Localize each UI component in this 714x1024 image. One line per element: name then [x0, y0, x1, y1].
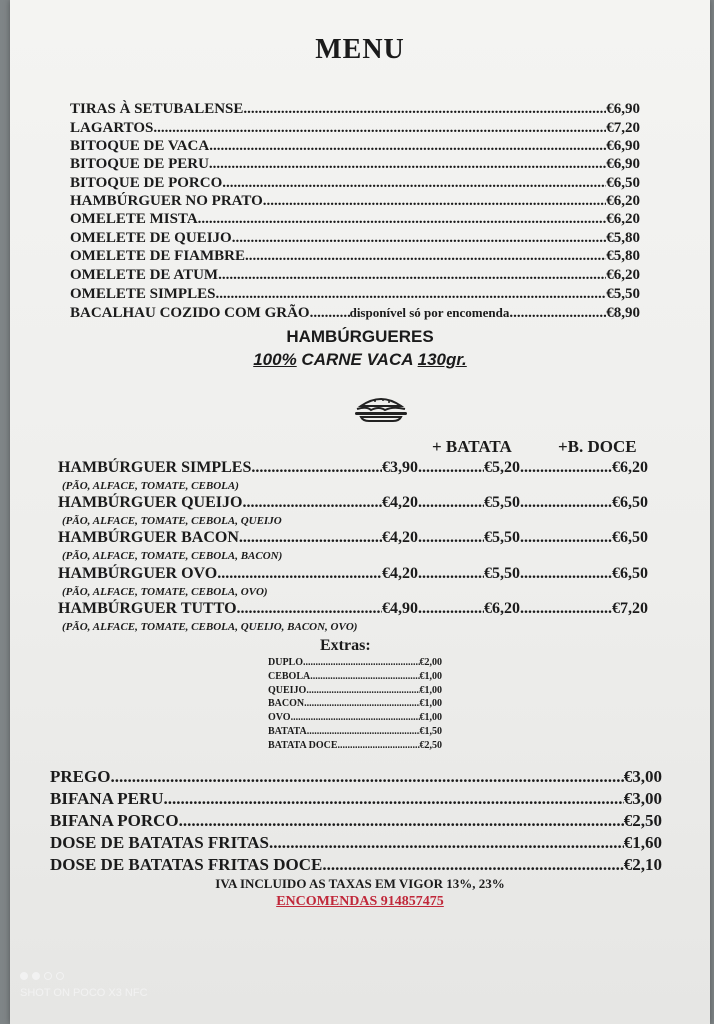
item-price: €5,50 — [606, 286, 640, 302]
item-price: €6,90 — [606, 138, 640, 154]
extra-price: €1,00 — [419, 712, 442, 723]
burger-price-batata: €5,20 — [484, 459, 520, 476]
item-name: PREGO — [50, 767, 111, 786]
camera-watermark — [20, 972, 148, 999]
menu-item — [70, 193, 640, 210]
item-price: €6,20 — [606, 193, 640, 209]
menu-item — [70, 138, 640, 155]
item-price: €2,10 — [623, 855, 662, 874]
item-name: DOSE DE BATATAS FRITAS — [50, 833, 269, 852]
extra-price: €1,50 — [419, 726, 442, 737]
burger-price-batata: €5,50 — [484, 494, 520, 511]
burger-item — [58, 600, 648, 618]
item-name: OMELETE DE ATUM — [70, 267, 219, 283]
burger-name: HAMBÚRGUER BACON — [58, 529, 239, 546]
watermark-text: SHOT ON POCO X3 NFC — [20, 987, 148, 999]
item-price: €2,50 — [623, 811, 662, 830]
extra-item — [268, 740, 442, 751]
menu-item — [50, 811, 662, 831]
burger-price-doce: €6,50 — [612, 565, 648, 582]
burger-name: HAMBÚRGUER SIMPLES — [58, 459, 252, 476]
extra-item — [268, 698, 442, 709]
burger-heading: HAMBÚRGUERES — [286, 327, 434, 346]
extra-name: BATATA DOCE — [268, 740, 338, 751]
item-price: €7,20 — [606, 120, 640, 136]
extra-price: €2,00 — [419, 657, 442, 668]
item-name: DOSE DE BATATAS FRITAS DOCE — [50, 855, 323, 874]
tax-note: IVA INCLUIDO AS TAXAS EM VIGOR 13%, 23% — [215, 876, 505, 891]
menu-item — [70, 248, 640, 265]
extra-name: BACON — [268, 698, 305, 709]
extra-price: €1,00 — [419, 698, 442, 709]
extra-price: €1,00 — [419, 685, 442, 696]
extra-name: BATATA — [268, 726, 307, 737]
item-price: €8,90 — [606, 305, 640, 321]
item-name: BITOQUE DE VACA — [70, 138, 210, 154]
menu-item — [70, 305, 640, 322]
burger-price-doce: €6,50 — [612, 494, 648, 511]
column-header-batata: + BATATA — [432, 437, 512, 456]
item-price: €3,00 — [623, 789, 662, 808]
item-price: €5,80 — [606, 230, 640, 246]
menu-item — [70, 267, 640, 284]
burger-price: €4,20 — [382, 565, 418, 582]
item-price: €3,00 — [623, 767, 662, 786]
item-name: BITOQUE DE PORCO — [70, 175, 223, 191]
item-name: BIFANA PORCO — [50, 811, 179, 830]
burger-price: €4,90 — [382, 600, 418, 617]
item-price: €6,20 — [606, 267, 640, 283]
item-name: TIRAS À SETUBALENSE — [70, 101, 244, 117]
burger-price-batata: €6,20 — [484, 600, 520, 617]
item-price: €6,90 — [606, 156, 640, 172]
extra-name: DUPLO — [268, 657, 303, 668]
item-name: BACALHAU COZIDO COM GRÃO — [70, 305, 310, 321]
item-name: HAMBÚRGUER NO PRATO — [70, 193, 263, 209]
burger-icon — [353, 394, 409, 422]
burger-item — [58, 529, 648, 547]
burger-price-doce: €7,20 — [612, 600, 648, 617]
menu-item — [70, 101, 640, 118]
burger-ingredients: (PÃO, ALFACE, TOMATE, CEBOLA, QUEIJO, BACON, OVO) — [62, 621, 358, 633]
subheading-percent: 100% — [253, 350, 297, 369]
item-price: €6,50 — [606, 175, 640, 191]
menu-item — [50, 833, 662, 853]
item-name: OMELETE DE FIAMBRE — [70, 248, 246, 264]
menu-item — [70, 175, 640, 192]
item-name: BITOQUE DE PERU — [70, 156, 209, 172]
burger-name: HAMBÚRGUER QUEIJO — [58, 494, 243, 511]
menu-sheet — [10, 0, 710, 1024]
burger-ingredients: (PÃO, ALFACE, TOMATE, CEBOLA, OVO) — [62, 586, 268, 598]
burger-price-batata: €5,50 — [484, 529, 520, 546]
burger-item — [58, 565, 648, 583]
burger-item — [58, 459, 648, 477]
item-price: €1,60 — [623, 833, 662, 852]
extra-item — [268, 712, 442, 723]
menu-item — [70, 211, 640, 228]
menu-item — [70, 120, 640, 137]
item-price: €6,90 — [606, 101, 640, 117]
extra-name: CEBOLA — [268, 671, 311, 682]
item-name: OMELETE DE QUEIJO — [70, 230, 232, 246]
item-name: LAGARTOS — [70, 120, 154, 136]
menu-item — [70, 230, 640, 247]
burger-item — [58, 494, 648, 512]
orders-phone: ENCOMENDAS 914857475 — [276, 894, 444, 909]
burger-ingredients: (PÃO, ALFACE, TOMATE, CEBOLA, QUEIJO — [62, 515, 282, 527]
menu-item — [50, 855, 662, 875]
subheading-text: CARNE VACA — [296, 350, 418, 369]
burger-price: €4,20 — [382, 529, 418, 546]
item-name: OMELETE SIMPLES — [70, 286, 216, 302]
subheading-weight: 130gr. — [417, 350, 467, 369]
extra-price: €1,00 — [419, 671, 442, 682]
extra-item — [268, 671, 442, 682]
item-price: €6,20 — [606, 211, 640, 227]
burger-price: €3,90 — [382, 459, 418, 476]
menu-title: MENU — [315, 34, 405, 65]
watermark-dots-icon — [20, 972, 148, 980]
item-name: BIFANA PERU — [50, 789, 164, 808]
extra-item — [268, 726, 442, 737]
extra-item — [268, 685, 442, 696]
burger-price-doce: €6,20 — [612, 459, 648, 476]
burger-ingredients: (PÃO, ALFACE, TOMATE, CEBOLA) — [62, 480, 239, 492]
column-header-batata-doce: +B. DOCE — [558, 437, 637, 456]
menu-item — [70, 156, 640, 173]
extra-name: OVO — [268, 712, 291, 723]
burger-name: HAMBÚRGUER OVO — [58, 565, 218, 582]
item-price: €5,80 — [606, 248, 640, 264]
extras-title: Extras: — [320, 637, 371, 654]
burger-name: HAMBÚRGUER TUTTO — [58, 600, 237, 617]
menu-item — [50, 789, 662, 809]
item-name: OMELETE MISTA — [70, 211, 198, 227]
extra-price: €2,50 — [419, 740, 442, 751]
menu-item — [50, 767, 662, 787]
item-note: disponível só por encomenda — [349, 305, 510, 320]
extra-name: QUEIJO — [268, 685, 307, 696]
extra-item — [268, 657, 442, 668]
menu-item — [70, 286, 640, 303]
burger-subheading — [10, 350, 710, 370]
burger-ingredients: (PÃO, ALFACE, TOMATE, CEBOLA, BACON) — [62, 550, 283, 562]
burger-price: €4,20 — [382, 494, 418, 511]
burger-price-doce: €6,50 — [612, 529, 648, 546]
burger-price-batata: €5,50 — [484, 565, 520, 582]
